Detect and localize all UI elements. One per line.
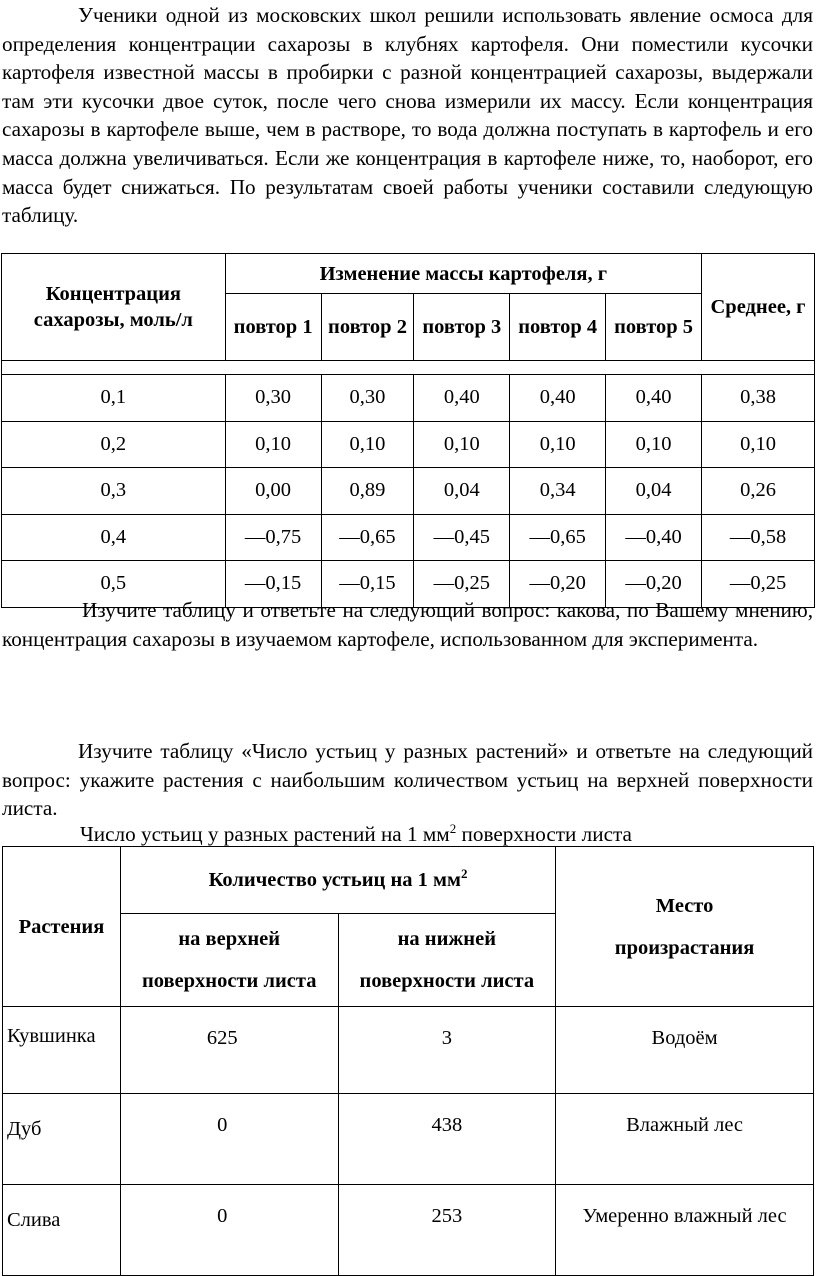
table-cell: 0,10 — [321, 421, 414, 468]
table-cell: 0,04 — [414, 468, 510, 515]
header-average: Среднее, г — [702, 254, 815, 361]
header-habitat: Место произрастания — [556, 847, 814, 1007]
table-cell: —0,20 — [510, 561, 606, 608]
header-repeat-4: повтор 4 — [510, 294, 606, 361]
header-repeat-2: повтор 2 — [321, 294, 414, 361]
question-2: Изучите таблицу «Число устьиц у разных растений» и ответьте на следующий вопрос: укажите растения с наибольшим количеством устьиц на верхней поверхности листа. — [2, 739, 813, 821]
table-cell: —0,15 — [225, 561, 321, 608]
header-mass-change: Изменение массы картофеля, г — [225, 254, 701, 294]
upper-count: 625 — [120, 1007, 338, 1094]
table-cell: 0,10 — [414, 421, 510, 468]
table-cell: —0,20 — [606, 561, 702, 608]
table-cell: 0,34 — [510, 468, 606, 515]
table-cell: 0,40 — [510, 375, 606, 422]
sucrose-table — [1, 253, 815, 608]
table-cell: 0,40 — [606, 375, 702, 422]
header-stomata-count-sup: 2 — [460, 866, 468, 882]
table-cell: 0,4 — [2, 514, 226, 561]
table-cell: 0,04 — [606, 468, 702, 515]
header-stomata-count — [120, 847, 555, 914]
habitat: Влажный лес — [556, 1094, 814, 1185]
table-cell: 0,30 — [321, 375, 414, 422]
table-cell: 0,10 — [702, 421, 815, 468]
table-cell: —0,65 — [510, 514, 606, 561]
table-cell: 0,10 — [510, 421, 606, 468]
header-repeat-3: повтор 3 — [414, 294, 510, 361]
header-plants: Растения — [3, 847, 121, 1007]
table-cell: —0,58 — [702, 514, 815, 561]
table-cell: 0,38 — [702, 375, 815, 422]
header-upper-surface: на верхней поверхности листа — [120, 914, 338, 1007]
upper-count: 0 — [120, 1094, 338, 1185]
stomata-table — [2, 846, 814, 1276]
table-cell: 0,5 — [2, 561, 226, 608]
table-cell: 0,3 — [2, 468, 226, 515]
table-row — [2, 468, 815, 515]
table-cell: 0,10 — [225, 421, 321, 468]
habitat: Умеренно влажный лес — [556, 1185, 814, 1276]
table-cell: 0,26 — [702, 468, 815, 515]
table-cell: —0,75 — [225, 514, 321, 561]
table-cell: —0,25 — [414, 561, 510, 608]
table-row — [2, 514, 815, 561]
intro-paragraph: Ученики одной из московских школ решили использовать явление осмоса для определения концентрации сахарозы в клубнях картофеля. Они поместили кусочки картофеля известной массы в пробирки с разной концентрацией сахарозы, выдержали там эти кусочки двое суток, после чего снова измерили их массу. Если концентрация сахарозы в картофеле выше, чем в растворе, то вода должна поступать в картофель и его масса должна увеличиваться. Если же концентрация в картофеле ниже, то, наоборот, его масса будет снижаться. По результатам своей работы ученики составили следующую таблицу. — [2, 3, 813, 228]
table-cell: —0,40 — [606, 514, 702, 561]
lower-count: 438 — [338, 1094, 556, 1185]
table-cell: —0,45 — [414, 514, 510, 561]
upper-count: 0 — [120, 1185, 338, 1276]
table-row — [3, 1185, 814, 1276]
table-cell: 0,10 — [606, 421, 702, 468]
table-cell: —0,65 — [321, 514, 414, 561]
header-lower-surface: на нижней поверхности листа — [338, 914, 556, 1007]
header-spacer — [2, 361, 815, 375]
question-1: Изучите таблицу и ответьте на следующий вопрос: какова, по Вашему мнению, концентрация сахарозы в изучаемом картофеле, использованном для эксперимента. — [2, 598, 813, 651]
table-cell: —0,25 — [702, 561, 815, 608]
table2-caption-tail: поверхности листа — [456, 822, 632, 846]
table-cell: 0,00 — [225, 468, 321, 515]
table-row — [2, 375, 815, 422]
plant-name: Дуб — [3, 1094, 121, 1185]
plant-name: Слива — [3, 1185, 121, 1276]
header-repeat-1: повтор 1 — [225, 294, 321, 361]
habitat: Водоём — [556, 1007, 814, 1094]
table-cell: 0,30 — [225, 375, 321, 422]
table-cell: 0,89 — [321, 468, 414, 515]
table-cell: 0,40 — [414, 375, 510, 422]
header-stomata-count-text: Количество устьиц на 1 мм — [208, 869, 461, 891]
plant-name: Кувшинка — [3, 1007, 121, 1094]
table2-caption-sup: 2 — [449, 820, 457, 836]
table-row — [2, 421, 815, 468]
lower-count: 253 — [338, 1185, 556, 1276]
table-row — [3, 1007, 814, 1094]
table2-caption-text: Число устьиц у разных растений на 1 мм — [80, 822, 450, 846]
lower-count: 3 — [338, 1007, 556, 1094]
table-cell: 0,2 — [2, 421, 226, 468]
header-repeat-5: повтор 5 — [606, 294, 702, 361]
table-cell: 0,1 — [2, 375, 226, 422]
table-row — [3, 1094, 814, 1185]
table-cell: —0,15 — [321, 561, 414, 608]
table2-caption — [80, 820, 632, 848]
header-concentration: Концентрация сахарозы, моль/л — [2, 254, 226, 361]
